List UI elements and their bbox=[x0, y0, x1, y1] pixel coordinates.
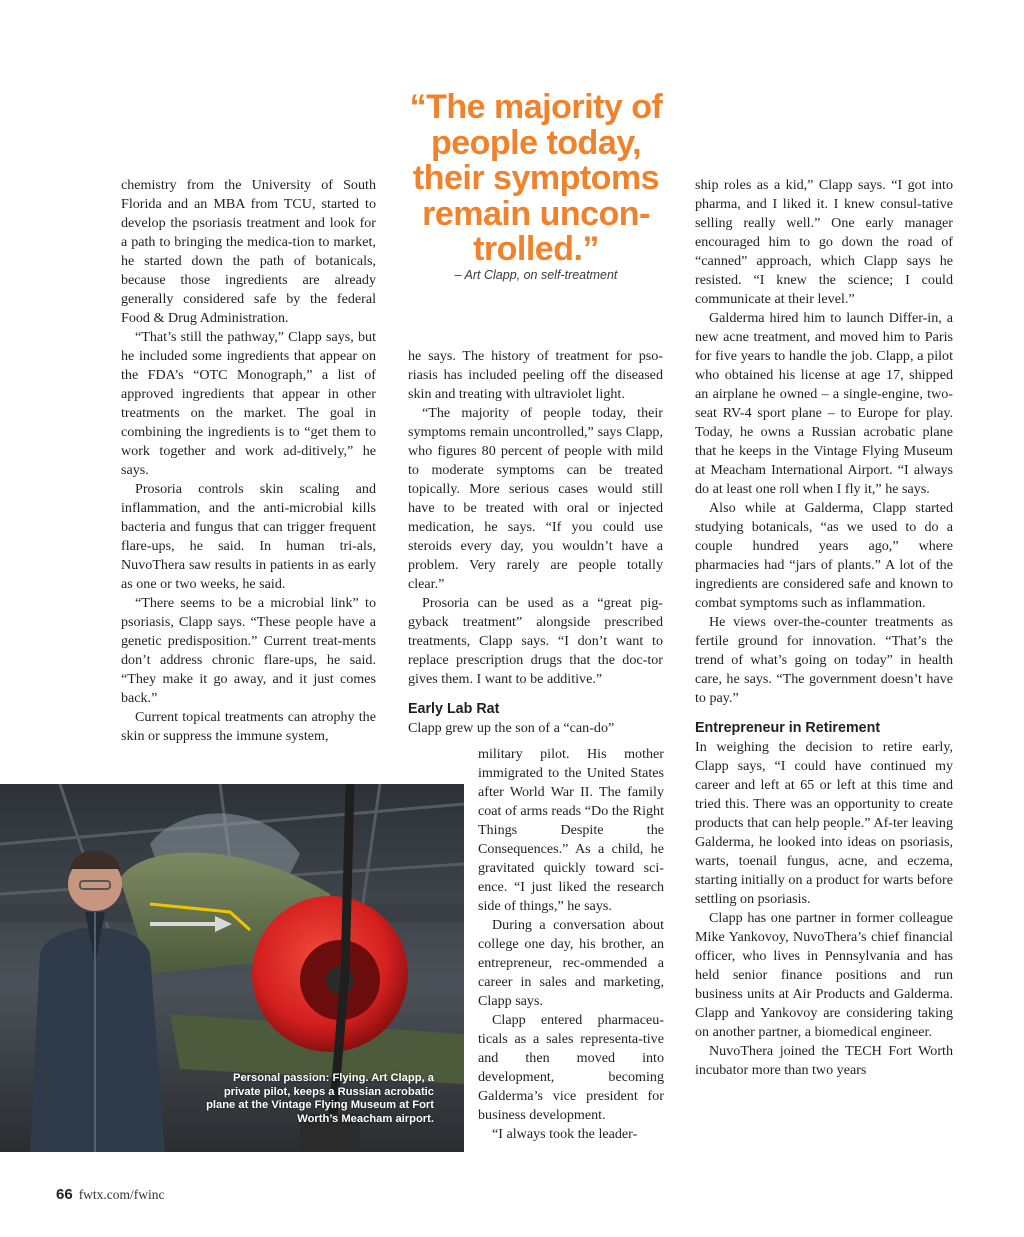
body-paragraph: NuvoThera joined the TECH Fort Worth incubator more than two years bbox=[695, 1043, 953, 1078]
body-paragraph: he says. The history of treatment for pso-riasis has included peeling off the diseased skin and treating with ultraviolet light. bbox=[408, 348, 663, 402]
article-column-3 bbox=[695, 176, 953, 1080]
article-photo bbox=[0, 784, 464, 1152]
body-paragraph: “I always took the leader- bbox=[492, 1126, 638, 1142]
photo-caption: Personal passion: Flying. Art Clapp, a private pilot, keeps a Russian acrobatic plane at the Vintage Flying Museum at Fort Worth’s Meacham airport. bbox=[206, 1072, 434, 1125]
body-paragraph: During a conversation about college one day, his brother, an entrepreneur, rec-ommended a career in sales and marketing, Clapp says. bbox=[478, 917, 664, 1009]
body-paragraph: Clapp entered pharmaceu-ticals as a sales representa-tive and then moved into development, becoming Galderma’s vice president for business development. bbox=[478, 1012, 664, 1123]
body-paragraph: ship roles as a kid,” Clapp says. “I got into pharma, and I liked it. I knew consul-tative selling really well.” One early manager encouraged him to go down the road of “canned” approach, which Clapp says he resisted. “I knew the science; I could communicate at their level.” bbox=[695, 177, 953, 307]
body-paragraph: military pilot. His mother immigrated to the United States after World War II. The family coat of arms reads “Do the Right Things Despite the Consequences.” As a child, he gravitated quickly toward sci-ence. “I just liked the research side of things,” he says. bbox=[478, 746, 664, 914]
body-paragraph: Clapp has one partner in former colleague Mike Yankovoy, NuvoThera’s chief financial officer, who lives in Pennsylvania and has held senior finance positions and run business units at Air Products and Galderma. Clapp and Yankovoy are considering taking on another partner, a biomedical engineer. bbox=[695, 910, 953, 1040]
pull-quote: “The majority of people today, their symptoms remain uncon-trolled.” bbox=[409, 88, 663, 268]
article-column-1 bbox=[121, 176, 376, 746]
body-paragraph: In weighing the decision to retire early, Clapp says, “I could have continued my career and left at 65 or left at this time and tried this. There was an opportunity to create products that can help people.” Af-ter leaving Galderma, he looked into ideas on psoriasis, warts, toenail fungus, acne, and eczema, starting initially on a product for warts before settling on psoriasis. bbox=[695, 739, 953, 907]
body-paragraph: Galderma hired him to launch Differ-in, a new acne treatment, and moved him to Paris for five years to handle the job. Clapp, a pilot who obtained his license at age 17, shipped an airplane he owned – a single-engine, two-seat RV-4 sport plane – to Europe for play. Today, he owns a Russian acrobatic plane that he keeps in the Vintage Flying Museum at Meacham International Airport. “I always do at least one roll when I fly it,” he says. bbox=[695, 310, 953, 497]
body-paragraph: Current topical treatments can atrophy the skin or suppress the immune system, bbox=[121, 709, 376, 744]
body-paragraph: chemistry from the University of South Florida and an MBA from TCU, started to develop the psoriasis treatment and look for a path to bringing the medica-tion to market, he started down the path of botanicals, because those ingredients are already generally considered safe by the federal Food & Drug Administration. bbox=[121, 177, 376, 326]
page-number: 66 bbox=[56, 1186, 73, 1203]
section-heading: Early Lab Rat bbox=[408, 701, 500, 717]
pull-quote-attribution: – Art Clapp, on self-treatment bbox=[454, 268, 618, 282]
article-column-2-top bbox=[408, 347, 663, 738]
page-footer bbox=[56, 1186, 165, 1203]
body-paragraph: Clapp grew up the son of a “can-do” bbox=[408, 720, 615, 736]
body-paragraph: Also while at Galderma, Clapp started studying botanicals, “as we used to do a couple hundred years ago,” where pharmacies had “jars of plants.” A lot of the ingredients are considered safe and known to combat symptoms such as inflammation. bbox=[695, 500, 953, 611]
article-column-2-bottom bbox=[478, 745, 664, 1144]
section-heading: Entrepreneur in Retirement bbox=[695, 720, 881, 736]
body-paragraph: He views over-the-counter treatments as fertile ground for innovation. “That’s the trend of what’s going on today” in health care, he says. “The government doesn’t have to pay.” bbox=[695, 614, 953, 706]
body-paragraph: “That’s still the pathway,” Clapp says, but he included some ingredients that appear on the FDA’s “OTC Monograph,” a list of approved ingredients that appear in other treatments on the market. The goal in combining the ingredients is to “get them to work together and work ad-ditively,” he says. bbox=[121, 329, 376, 478]
body-paragraph: “There seems to be a microbial link” to psoriasis, Clapp says. “These people have a genetic predisposition.” Current treat-ments don’t address chronic flare-ups, he said. “They make it go away, and it just comes back.” bbox=[121, 595, 376, 706]
body-paragraph: Prosoria can be used as a “great pig-gyback treatment” alongside prescribed treatments, Clapp says. “I don’t want to replace prescription drugs that the doc-tor gives them. I want to be additive.” bbox=[408, 595, 663, 687]
body-paragraph: “The majority of people today, their symptoms remain uncontrolled,” says Clapp, who figures 80 percent of people with mild to moderate symptoms can be treated topically. More serious cases would still have to be treated with oral or injected medication, he says. “If you could use steroids every day, you wouldn’t have a problem. Very rarely are people totally clear.” bbox=[408, 405, 663, 592]
body-paragraph: Prosoria controls skin scaling and inflammation, and the anti-microbial kills bacteria and fungus that can trigger frequent flare-ups, he said. In human tri-als, NuvoThera saw results in patients in as early as one or two weeks, he said. bbox=[121, 481, 376, 592]
site-url: fwtx.com/fwinc bbox=[78, 1187, 165, 1202]
